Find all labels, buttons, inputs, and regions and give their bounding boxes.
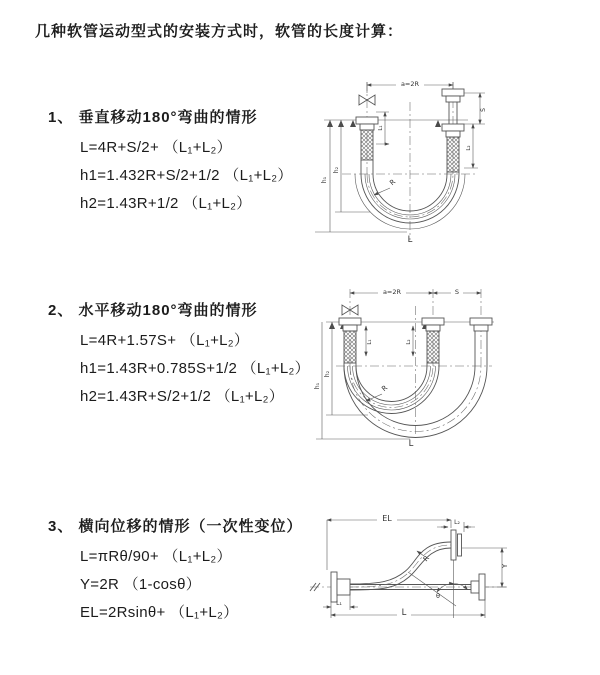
hose-inner-wall <box>373 160 447 211</box>
dim-label-l1: L₁ <box>378 125 384 131</box>
flange-right-neck <box>474 325 488 331</box>
radius-leader <box>417 551 424 556</box>
flange-right-plate <box>479 574 485 600</box>
dim-label-l2: L₂ <box>454 519 460 526</box>
section1-formula-h2: h2=1.43R+1/2 （L₁+L₂） <box>80 195 252 212</box>
radius-label: R <box>421 554 432 564</box>
radius-label: R <box>380 383 390 394</box>
hose-upper-wall <box>350 542 451 584</box>
flange-center-neck <box>426 325 440 331</box>
braided-hose-section-left <box>344 331 356 363</box>
section3-formula-l: L=πRθ/90+ （L₁+L₂） <box>80 548 232 565</box>
braided-hose-section-left <box>361 130 373 160</box>
page-title: 几种软管运动型式的安装方式时，软管的长度计算： <box>35 23 404 40</box>
section1-formula-h1: h1=1.432R+S/2+1/2 （L₁+L₂） <box>80 167 293 184</box>
section1-heading: 1、 垂直移动180°弯曲的情形 <box>48 109 258 126</box>
section3-formula-el: EL=2Rsinθ+ （L₁+L₂） <box>80 604 239 621</box>
flange-left <box>356 117 378 124</box>
dim-label-a2r: a=2R <box>382 288 402 296</box>
flange-left-plate <box>331 572 337 602</box>
dim-label-s: S <box>454 288 460 296</box>
flange-right-top <box>442 89 464 96</box>
dim-label-s: S <box>480 108 487 112</box>
dim-label-y: Y <box>501 563 509 569</box>
flange-center <box>422 318 444 325</box>
radius-label: R <box>388 177 398 188</box>
dim-label-l1: L₁ <box>367 339 373 345</box>
section2-heading: 2、 水平移动180°弯曲的情形 <box>48 302 258 319</box>
section2-formula-h1: h1=1.43R+0.785S+1/2 （L₁+L₂） <box>80 360 310 377</box>
dim-label-h2: h₂ <box>333 166 340 174</box>
flange-left-body <box>337 579 350 595</box>
dim-label-h1: h₁ <box>321 176 328 184</box>
dim-label-l: L <box>401 608 407 618</box>
flange-right <box>470 318 492 325</box>
diagram-lateral-displacement <box>300 496 600 631</box>
hose1-coil-line-2 <box>353 366 431 405</box>
flange-left <box>339 318 361 325</box>
braided-hose-section-right <box>447 137 459 172</box>
hose1-coil-line-1 <box>348 366 436 410</box>
flange-right-bottom-neck <box>446 131 460 137</box>
dim-label-h1: h₁ <box>314 382 321 390</box>
flange-left-neck <box>343 325 357 331</box>
section2-formula-l: L=4R+1.57S+ （L₁+L₂） <box>80 332 250 349</box>
flange-upper-plate <box>451 530 456 560</box>
flange-right-top-neck <box>446 96 460 102</box>
dim-label-l2: L₂ <box>406 339 412 345</box>
diagram-vertical-180-bend <box>310 62 600 247</box>
dim-label-a2r: a=2R <box>400 80 420 88</box>
flange-upper-plate-2 <box>458 534 462 556</box>
extension-lines-right <box>464 93 485 168</box>
dim-line-h1 <box>316 322 410 439</box>
section3-heading: 3、 横向位移的情形（一次性变位） <box>48 518 303 535</box>
dim-label-l2: L₂ <box>466 145 472 151</box>
hose1-outer-wall <box>344 363 439 414</box>
dim-label-el: EL <box>382 514 392 523</box>
radius-line <box>408 572 456 606</box>
section3-formula-y: Y=2R （1-cosθ） <box>80 576 202 593</box>
braided-hose-section-center <box>427 331 439 363</box>
section1-formula-l: L=4R+S/2+ （L₁+L₂） <box>80 139 232 156</box>
section2-formula-h2: h2=1.43R+S/2+1/2 （L₁+L₂） <box>80 388 285 405</box>
flange-right-bottom <box>442 124 464 131</box>
flange-left-neck <box>360 124 374 130</box>
flange-right-body <box>471 581 479 593</box>
dim-label-h2: h₂ <box>324 370 331 378</box>
length-label: L <box>408 439 414 448</box>
length-label: L <box>407 235 413 245</box>
datum-arrows <box>327 120 441 127</box>
dim-label-l1: L₁ <box>336 600 342 607</box>
diagram-horizontal-180-bend <box>310 276 600 448</box>
theta-label: θ <box>436 592 440 600</box>
